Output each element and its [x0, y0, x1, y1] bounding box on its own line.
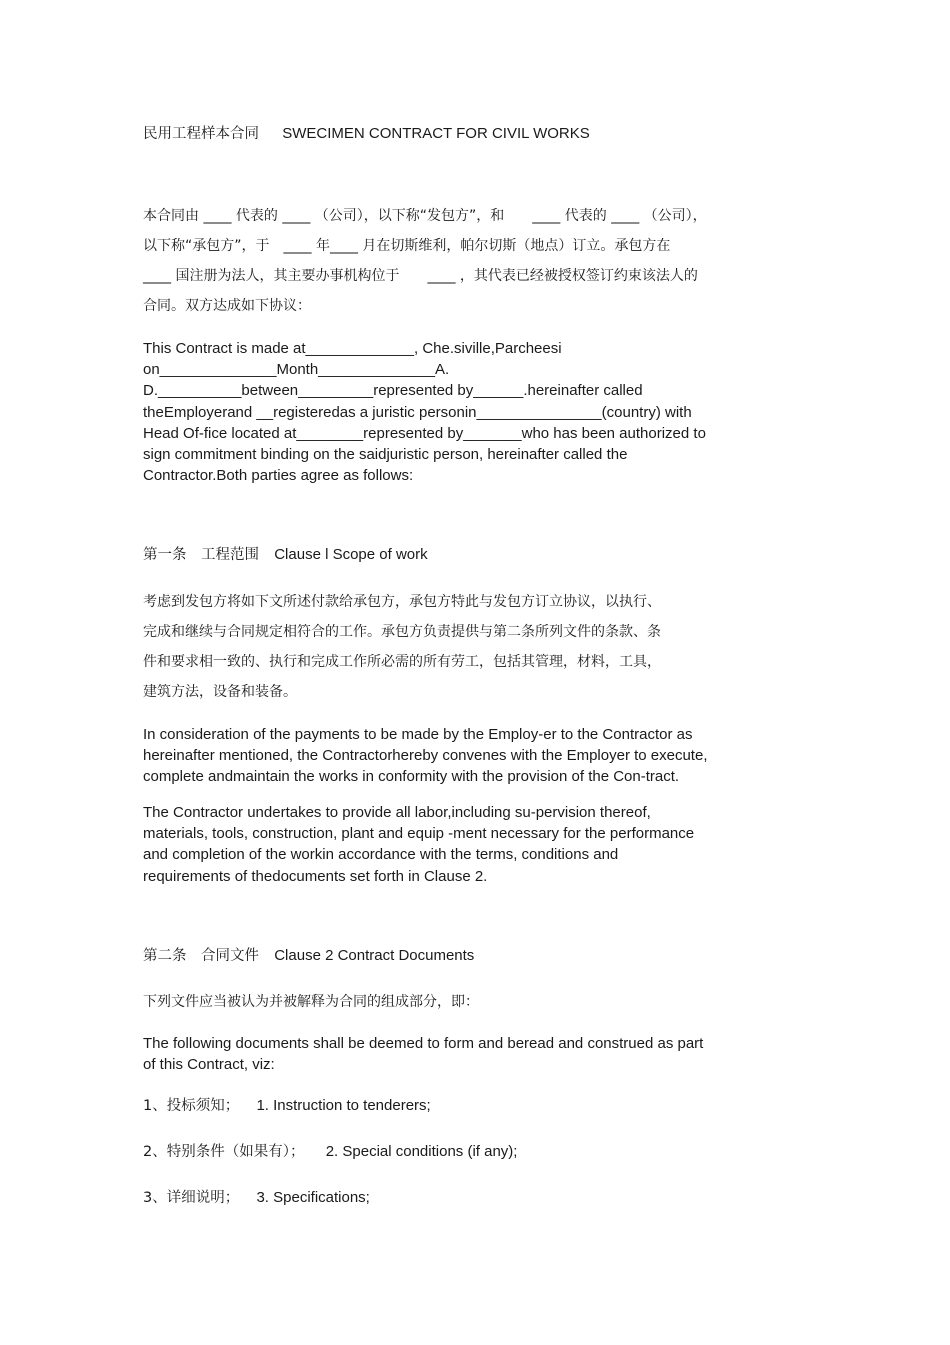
clause2-heading — [143, 946, 474, 966]
intro-en-line: theEmployerand __registeredas a juristic personin_______________(country) with — [143, 403, 692, 421]
clause1-cn-line: 完成和继续与合同规定相符合的工作。承包方负责提供与第二条所列文件的条款、条 — [143, 624, 661, 640]
clause1-en-line: hereinafter mentioned, the Contractorhereby convenes with the Employer to execute, — [143, 747, 708, 765]
document-list-item — [143, 1188, 370, 1208]
clause1-cn-line: 考虑到发包方将如下文所述付款给承包方，承包方特此与发包方订立协议，以执行、 — [143, 594, 661, 610]
clause1-heading-en: Clause l Scope of work — [274, 546, 428, 563]
document-list-item — [143, 1096, 431, 1116]
intro-en-paragraph — [143, 338, 706, 486]
clause1-cn-line: 建筑方法，设备和装备。 — [143, 684, 297, 700]
clause2-cn-paragraph — [143, 987, 479, 1017]
intro-en-line: Head Of-fice located at________represented by_______who has been authorized to — [143, 424, 706, 442]
intro-en-line: on______________Month______________A. — [143, 361, 450, 379]
list-item-cn: 2、特别条件（如果有）； — [143, 1144, 305, 1160]
intro-en-line: This Contract is made at_____________, Che.siville,Parcheesi — [143, 340, 562, 357]
intro-en-line: D.__________between_________represented by______.hereinafter called — [143, 382, 643, 400]
clause1-cn-paragraph — [143, 587, 661, 707]
clause2-cn-line: 下列文件应当被认为并被解释为合同的组成部分，即： — [143, 994, 479, 1010]
intro-en-line: Contractor.Both parties agree as follows: — [143, 467, 414, 485]
intro-en-line: sign commitment binding on the saidjuristic person, hereinafter called the — [143, 446, 628, 464]
clause2-heading-cn: 第二条 合同文件 — [143, 948, 259, 964]
document-title — [143, 124, 590, 144]
clause1-cn-line: 件和要求相一致的、执行和完成工作所必需的所有劳工，包括其管理，材料，工具， — [143, 654, 661, 670]
clause1-heading — [143, 545, 428, 565]
clause1-en-line: and completion of the workin accordance with the terms, conditions and — [143, 846, 619, 864]
clause2-en-line: of this Contract, viz: — [143, 1056, 275, 1074]
clause2-en-line: The following documents shall be deemed to form and beread and construed as part — [143, 1035, 704, 1052]
clause1-en-line: complete andmaintain the works in conformity with the provision of the Con-tract. — [143, 768, 680, 786]
list-item-cn: 1、投标须知； — [143, 1098, 240, 1114]
list-item-en: 1. Instruction to tenderers; — [256, 1097, 431, 1114]
list-item-en: 3. Specifications; — [256, 1189, 370, 1206]
clause1-en-paragraph-1 — [143, 724, 708, 788]
clause2-en-paragraph — [143, 1033, 703, 1075]
intro-cn-line: 本合同由 ____ 代表的 ____ （公司），以下称“发包方”，和 ____ 代表的 ____ （公司）， — [143, 208, 707, 224]
clause1-en-paragraph-2 — [143, 802, 694, 887]
clause1-en-line: The Contractor undertakes to provide all labor,including su-pervision thereof, — [143, 804, 651, 821]
intro-cn-line: ____ 国注册为法人，其主要办事机构位于 ____ ，其代表已经被授权签订约束该法人的 — [143, 268, 698, 284]
title-en: SWECIMEN CONTRACT FOR CIVIL WORKS — [282, 125, 590, 142]
intro-cn-line: 合同。双方达成如下协议： — [143, 298, 311, 314]
intro-cn-paragraph — [143, 201, 707, 321]
clause1-heading-cn: 第一条 工程范围 — [143, 547, 259, 563]
clause1-en-line: materials, tools, construction, plant and equip -ment necessary for the performance — [143, 825, 695, 843]
clause2-heading-en: Clause 2 Contract Documents — [274, 947, 475, 964]
title-cn: 民用工程样本合同 — [143, 126, 259, 142]
intro-cn-line: 以下称“承包方”，于 ____ 年____ 月在切斯维利，帕尔切斯（地点）订立。承包方在 — [143, 238, 671, 254]
clause1-en-line: In consideration of the payments to be made by the Employ-er to the Contractor as — [143, 726, 693, 743]
clause1-en-line: requirements of thedocuments set forth in Clause 2. — [143, 867, 488, 885]
list-item-en: 2. Special conditions (if any); — [325, 1143, 518, 1160]
list-item-cn: 3、详细说明； — [143, 1190, 240, 1206]
document-list-item — [143, 1142, 517, 1162]
